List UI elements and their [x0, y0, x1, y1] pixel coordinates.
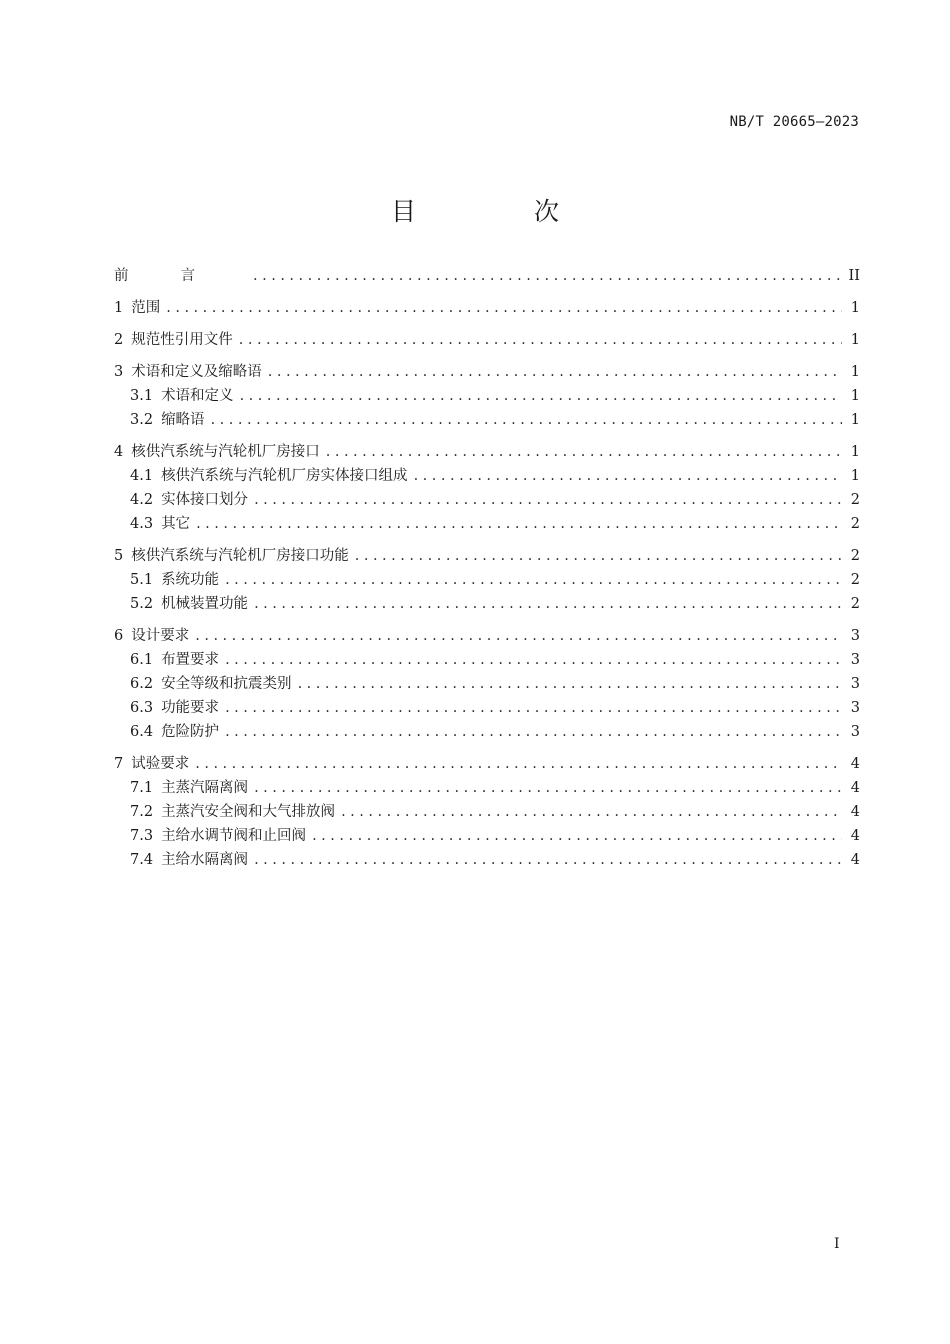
toc-entry-label: 布置要求	[161, 652, 220, 668]
toc-entry-label: 设计要求	[131, 628, 190, 644]
toc-entry-number: 6.4	[130, 724, 154, 740]
toc-entry-label: 机械装置功能	[161, 596, 249, 612]
toc-leader-dots	[298, 676, 842, 692]
toc-entry-page: 2	[850, 572, 860, 588]
toc-entry-label: 主蒸汽隔离阀	[161, 780, 249, 796]
toc-leader-dots	[195, 628, 842, 644]
document-code: NB/T 20665—2023	[729, 114, 859, 130]
toc-leader-dots	[326, 444, 842, 460]
toc-entry-label: 试验要求	[131, 756, 190, 772]
toc-entry-number: 7.2	[130, 804, 154, 820]
toc-entry-foreword[interactable]	[114, 264, 860, 288]
toc-entry-number: 5.2	[130, 596, 154, 612]
toc-entry-label: 术语和定义	[161, 388, 234, 404]
toc-entry-page: 1	[850, 468, 860, 484]
toc-leader-dots	[254, 780, 842, 796]
toc-entry-label: 其它	[161, 516, 191, 532]
toc-entry-label: 核供汽系统与汽轮机厂房实体接口组成	[161, 468, 408, 484]
toc-entry-page: 4	[850, 852, 860, 868]
toc-entry-number: 3	[114, 364, 124, 380]
page-title: 目 次	[391, 197, 614, 226]
toc-entry-1[interactable]	[114, 296, 860, 320]
toc-leader-dots	[414, 468, 842, 484]
toc-entry-label: 功能要求	[161, 700, 220, 716]
toc-entry-6-4[interactable]	[114, 720, 860, 744]
toc-entry-number: 2	[114, 332, 124, 348]
toc-entry-page: 1	[850, 364, 860, 380]
toc-entry-5-1[interactable]	[114, 568, 860, 592]
toc-entry-3-1[interactable]	[114, 384, 860, 408]
toc-entry-number: 7	[114, 756, 124, 772]
toc-entry-page: 3	[850, 676, 860, 692]
toc-entry-label: 系统功能	[161, 572, 220, 588]
toc-leader-dots	[254, 596, 842, 612]
toc-entry-number: 6.2	[130, 676, 154, 692]
page-number: I	[834, 1236, 840, 1252]
toc-entry-4-1[interactable]	[114, 464, 860, 488]
toc-entry-page: 2	[850, 596, 860, 612]
toc-entry-6-2[interactable]	[114, 672, 860, 696]
toc-entry-6[interactable]	[114, 624, 860, 648]
toc-entry-label: 主蒸汽安全阀和大气排放阀	[161, 804, 336, 820]
toc-entry-number: 3.2	[130, 412, 154, 428]
table-of-contents	[114, 264, 860, 872]
toc-entry-2[interactable]	[114, 328, 860, 352]
toc-entry-3-2[interactable]	[114, 408, 860, 432]
toc-entry-number: 4	[114, 444, 124, 460]
toc-entry-page: II	[848, 268, 860, 284]
toc-leader-dots	[341, 804, 842, 820]
toc-entry-number: 4.2	[130, 492, 154, 508]
toc-entry-number: 6.3	[130, 700, 154, 716]
toc-entry-page: 3	[850, 652, 860, 668]
toc-entry-number: 4.3	[130, 516, 154, 532]
toc-leader-dots	[268, 364, 842, 380]
toc-entry-6-3[interactable]	[114, 696, 860, 720]
toc-entry-3[interactable]	[114, 360, 860, 384]
toc-entry-label: 规范性引用文件	[131, 332, 233, 348]
toc-entry-7-3[interactable]	[114, 824, 860, 848]
toc-entry-page: 4	[850, 756, 860, 772]
toc-entry-number: 7.1	[130, 780, 154, 796]
toc-entry-label: 缩略语	[161, 412, 205, 428]
toc-entry-label: 安全等级和抗震类别	[161, 676, 292, 692]
toc-entry-label: 核供汽系统与汽轮机厂房接口功能	[131, 548, 349, 564]
toc-leader-dots	[225, 724, 842, 740]
toc-leader-dots	[355, 548, 842, 564]
toc-entry-number: 6.1	[130, 652, 154, 668]
toc-entry-page: 4	[850, 780, 860, 796]
toc-entry-number: 5.1	[130, 572, 154, 588]
toc-entry-page: 2	[850, 548, 860, 564]
toc-leader-dots	[225, 652, 842, 668]
toc-leader-dots	[225, 572, 842, 588]
toc-entry-7-1[interactable]	[114, 776, 860, 800]
toc-leader-dots	[225, 700, 842, 716]
toc-entry-page: 3	[850, 628, 860, 644]
toc-entry-label: 危险防护	[161, 724, 220, 740]
toc-entry-4-2[interactable]	[114, 488, 860, 512]
toc-entry-number: 7.3	[130, 828, 154, 844]
toc-entry-6-1[interactable]	[114, 648, 860, 672]
toc-leader-dots	[196, 516, 842, 532]
toc-entry-page: 3	[850, 700, 860, 716]
toc-entry-number: 5	[114, 548, 124, 564]
toc-entry-page: 3	[850, 724, 860, 740]
toc-entry-number: 4.1	[130, 468, 154, 484]
toc-leader-dots	[195, 756, 842, 772]
toc-entry-label: 术语和定义及缩略语	[131, 364, 262, 380]
toc-leader-dots	[254, 852, 842, 868]
toc-leader-dots	[239, 332, 842, 348]
toc-entry-page: 1	[850, 300, 860, 316]
toc-entry-label: 主给水调节阀和止回阀	[161, 828, 307, 844]
toc-leader-dots	[312, 828, 842, 844]
toc-entry-label: 前言	[114, 268, 247, 284]
toc-entry-label: 实体接口划分	[161, 492, 249, 508]
toc-entry-7-2[interactable]	[114, 800, 860, 824]
toc-entry-label: 核供汽系统与汽轮机厂房接口	[131, 444, 320, 460]
toc-entry-number: 3.1	[130, 388, 154, 404]
toc-entry-5[interactable]	[114, 544, 860, 568]
toc-entry-4[interactable]	[114, 440, 860, 464]
toc-entry-page: 1	[850, 388, 860, 404]
toc-entry-7[interactable]	[114, 752, 860, 776]
toc-entry-4-3[interactable]	[114, 512, 860, 536]
toc-entry-page: 4	[850, 828, 860, 844]
toc-entry-label: 范围	[131, 300, 161, 316]
toc-entry-page: 1	[850, 444, 860, 460]
toc-entry-page: 1	[850, 332, 860, 348]
toc-leader-dots	[240, 388, 842, 404]
toc-entry-page: 2	[850, 516, 860, 532]
toc-leader-dots	[211, 412, 842, 428]
toc-leader-dots	[254, 492, 842, 508]
toc-entry-page: 1	[850, 412, 860, 428]
toc-entry-5-2[interactable]	[114, 592, 860, 616]
toc-leader-dots	[166, 300, 842, 316]
toc-leader-dots	[253, 268, 842, 284]
toc-entry-page: 4	[850, 804, 860, 820]
toc-entry-page: 2	[850, 492, 860, 508]
toc-entry-number: 1	[114, 300, 124, 316]
toc-entry-label: 主给水隔离阀	[161, 852, 249, 868]
toc-entry-number: 7.4	[130, 852, 154, 868]
toc-entry-number: 6	[114, 628, 124, 644]
toc-entry-7-4[interactable]	[114, 848, 860, 872]
